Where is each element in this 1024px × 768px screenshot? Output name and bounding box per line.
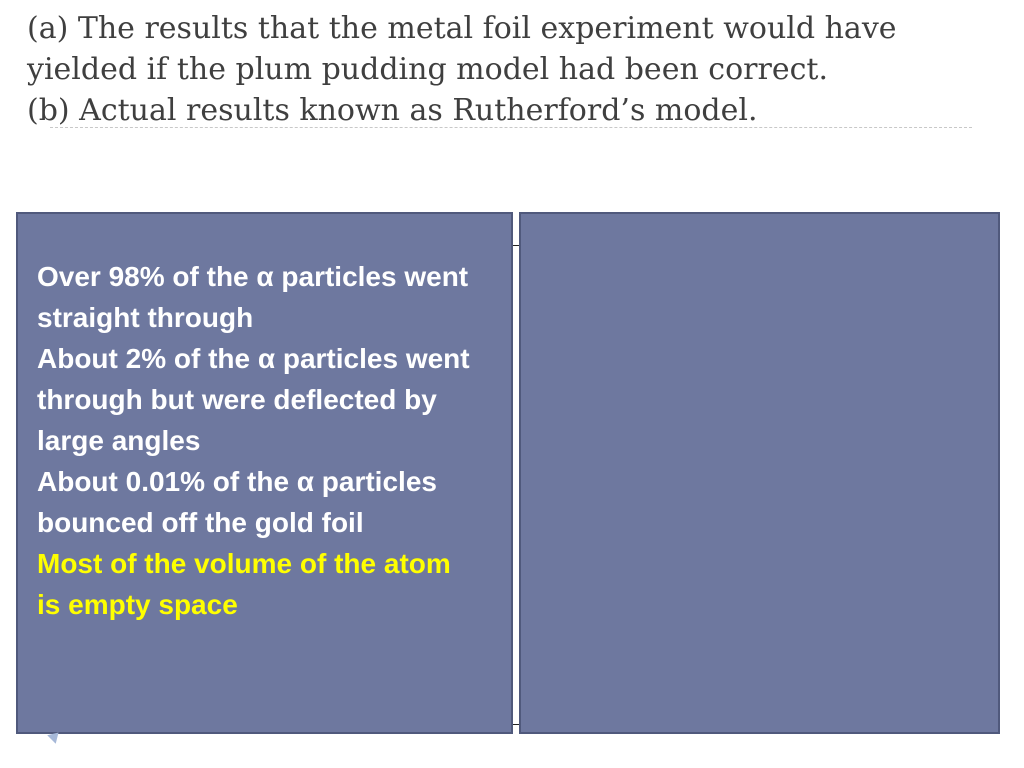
observations-panel [16,212,513,734]
observation-deflected: About 2% of the α particles went through but were deflected by large angles [37,343,470,456]
slide-title [27,8,987,131]
title-line-3: (b) Actual results known as Rutherford’s model. [27,93,758,128]
title-line-2: yielded if the plum pudding model had been correct. [27,52,828,87]
observation-bounced-back: About 0.01% of the α particles bounced off the gold foil [37,466,437,538]
observation-straight-through: Over 98% of the α particles went straight through [37,261,469,333]
title-divider [50,127,972,128]
conclusion-text: Most of the volume of the atom is empty space [37,548,451,620]
image-placeholder-panel [519,212,1000,734]
observations-text [37,256,477,625]
title-line-1: (a) The results that the metal foil experiment would have [27,11,897,46]
